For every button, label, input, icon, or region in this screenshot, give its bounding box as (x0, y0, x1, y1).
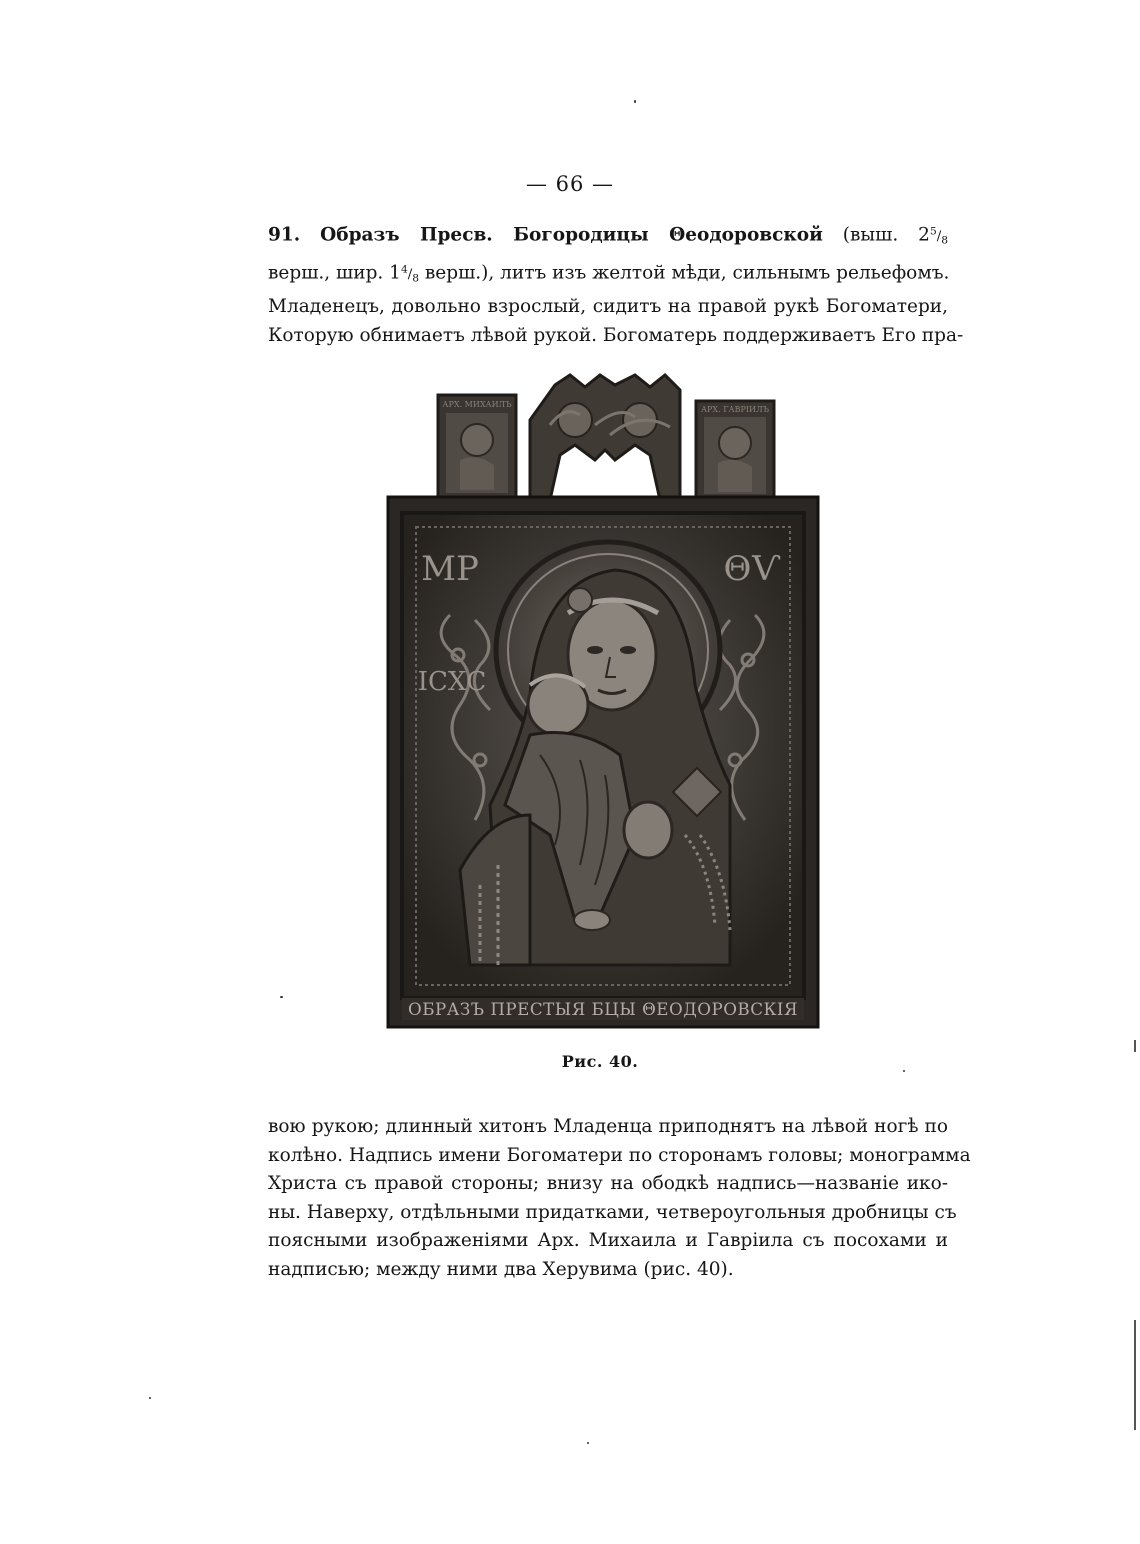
fraction-width: $^4/_8$ (400, 262, 420, 285)
inscription-mother-of-god: МР (421, 549, 479, 589)
fraction-height: $^5/_8$ (929, 225, 948, 248)
figure-caption: Рис. 40. (561, 1052, 639, 1071)
continuation-line-6: надписью; между ними два Херувима (рис. 40). (268, 1258, 734, 1280)
top-left-panel (438, 395, 516, 500)
continuation-paragraph (268, 1113, 971, 1284)
entry-line-1 (268, 218, 948, 256)
entry-dimensions: (выш. 2 (842, 224, 930, 246)
icon-photograph (380, 365, 820, 1030)
page-edge-mark (1134, 1040, 1136, 1052)
continuation-line-2: колѣно. Надпись имени Богоматери по сторонамъ головы; монограмма (268, 1144, 971, 1166)
paper-speck (149, 1397, 151, 1399)
icon-plaque (388, 497, 818, 1027)
top-panel-left-inscription: АРХ. МИХАИЛЪ (442, 400, 512, 409)
continuation-line-5: поясными изображеніями Арх. Михаила и Гавріила съ посохами и (268, 1230, 948, 1251)
cherubim-crest (530, 375, 680, 500)
entry-paragraph (268, 218, 964, 350)
continuation-line-4: ны. Наверху, отдѣльными придатками, четвероугольныя дробницы съ (268, 1201, 957, 1223)
inscription-theou: ΘѴ (723, 549, 781, 589)
paper-speck (280, 996, 283, 998)
page-edge-mark (1134, 1320, 1136, 1430)
continuation-line-1: вою рукою; длинный хитонъ Младенца приподнятъ на лѣвой ногѣ по (268, 1116, 948, 1137)
entry-title: Образъ Пресв. Богородицы Θеодоровской (320, 224, 823, 246)
continuation-line-3: Христа съ правой стороны; внизу на ободкѣ надпись—названіе ико- (268, 1173, 948, 1194)
top-right-panel (696, 401, 774, 501)
icon-illustration (380, 365, 820, 1030)
entry-number: 91. (268, 224, 301, 246)
bottom-inscription: ОБРАЗЪ ПРЕСТЫЯ БЦЫ ΘЕОДОРОВСКІЯ (408, 1000, 798, 1020)
entry-line-4: Которую обнимаетъ лѣвой рукой. Богоматерь поддерживаетъ Его пра- (268, 324, 964, 346)
christ-monogram: ІСХС (417, 667, 487, 697)
entry-line-3: Младенецъ, довольно взрослый, сидитъ на правой рукѣ Богоматери, (268, 296, 948, 318)
top-panel-right-inscription: АРХ. ГАВРІИЛЪ (700, 405, 770, 414)
entry-line-2: верш., шир. $1^4/_8$ верш.), литъ изъ желтой мѣди, сильнымъ рельефомъ. (268, 262, 950, 285)
paper-speck (587, 1442, 589, 1444)
page-number: — 66 — (525, 172, 615, 196)
paper-speck (634, 100, 636, 103)
